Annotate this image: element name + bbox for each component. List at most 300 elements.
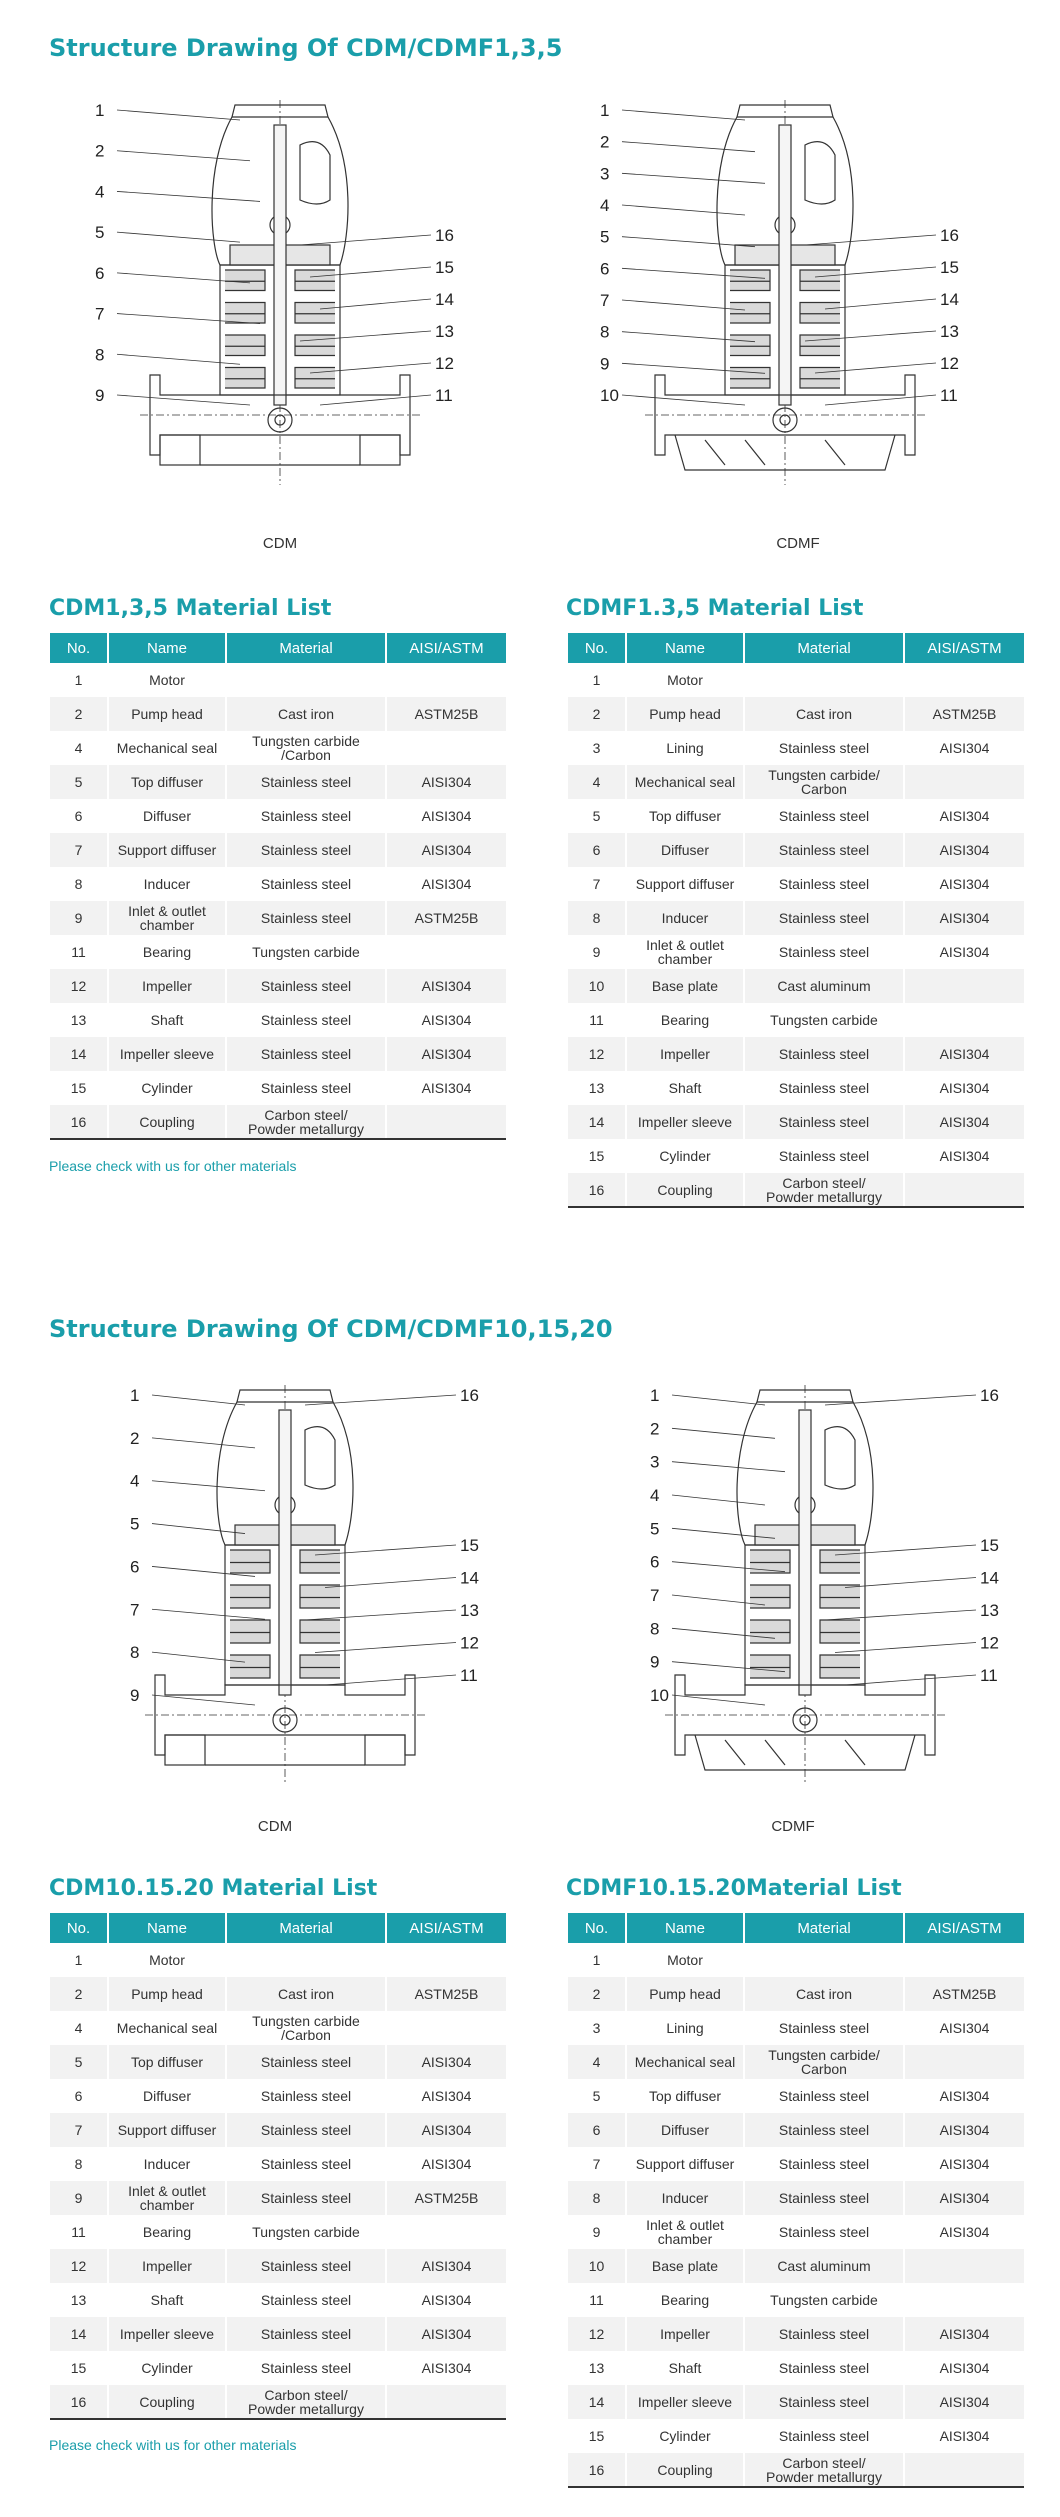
table-cell: ASTM25B bbox=[386, 901, 506, 935]
table-cell: Stainless steel bbox=[744, 1139, 904, 1173]
table-cell: Stainless steel bbox=[744, 2317, 904, 2351]
table-cell: Cylinder bbox=[626, 1139, 744, 1173]
table-cell: 8 bbox=[50, 867, 108, 901]
table-cell: Stainless steel bbox=[226, 1003, 386, 1037]
table-cell: Inducer bbox=[108, 867, 226, 901]
table-cell: AISI304 bbox=[939, 2360, 990, 2376]
table-row bbox=[50, 697, 506, 731]
column-header: Material bbox=[226, 1913, 386, 1943]
table-cell: AISI304 bbox=[421, 2360, 472, 2376]
table-row bbox=[568, 833, 1024, 867]
table-cell: 1 bbox=[568, 1943, 626, 1977]
table-cell: Stainless steel bbox=[226, 2317, 386, 2351]
table-cell: 16 bbox=[50, 2385, 108, 2419]
table-cell: 8 bbox=[50, 2147, 108, 2181]
table-cell bbox=[904, 1173, 1024, 1207]
callout-label: 6 bbox=[130, 1557, 140, 1577]
drawing-caption: CDM bbox=[262, 535, 298, 552]
table-cell: Impeller sleeve bbox=[108, 2317, 226, 2351]
table-cell bbox=[386, 935, 506, 969]
table-header-row bbox=[568, 1913, 1024, 1943]
table-cell: 11 bbox=[50, 935, 108, 969]
table-cell: Inducer bbox=[108, 2147, 226, 2181]
table-row bbox=[50, 2113, 506, 2147]
table-row bbox=[568, 935, 1024, 969]
callout-label: 9 bbox=[650, 1652, 660, 1672]
table-cell: AISI304 bbox=[904, 2113, 1024, 2147]
table-cell: Bearing bbox=[626, 1003, 744, 1037]
table-cell: Top diffuser bbox=[626, 2079, 744, 2113]
callout-label: 9 bbox=[600, 354, 610, 374]
callout-label: 9 bbox=[95, 386, 105, 405]
callout-label: 6 bbox=[600, 259, 610, 279]
table-cell: Inlet & outlet chamber bbox=[108, 901, 226, 935]
table-cell bbox=[904, 2283, 1024, 2317]
table-cell: Stainless steel bbox=[226, 969, 386, 1003]
table-cell: AISI304 bbox=[939, 2428, 990, 2444]
table-cell: Coupling bbox=[626, 2453, 744, 2487]
table-cell: Stainless steel bbox=[744, 2011, 904, 2045]
table-cell: Carbon steel/ Powder metallurgy bbox=[744, 2453, 904, 2487]
callout-label: 14 bbox=[435, 290, 454, 309]
table-row bbox=[50, 867, 506, 901]
table-cell: 2 bbox=[568, 1977, 626, 2011]
table-cell: Stainless steel bbox=[744, 799, 904, 833]
table-cell: 14 bbox=[568, 2385, 626, 2419]
material-list-title: CDMF1.3,5 Material List bbox=[566, 596, 864, 621]
callout-label: 13 bbox=[980, 1601, 999, 1620]
table-row bbox=[568, 2147, 1024, 2181]
table-cell: Carbon steel/ Powder metallurgy bbox=[744, 1173, 904, 1207]
table-cell: Tungsten carbide bbox=[226, 2215, 386, 2249]
callout-label: 4 bbox=[130, 1471, 140, 1491]
table-cell: 12 bbox=[568, 2317, 626, 2351]
table-cell: 6 bbox=[568, 833, 626, 867]
table-cell: 13 bbox=[50, 1003, 108, 1037]
table-cell: Motor bbox=[626, 1943, 744, 1977]
table-cell: 14 bbox=[50, 1037, 108, 1071]
section-title-2: Structure Drawing Of CDM/CDMF10,15,20 bbox=[49, 1315, 613, 1343]
table-cell: 4 bbox=[50, 2011, 108, 2045]
callout-label: 15 bbox=[460, 1536, 479, 1555]
table-cell: Pump head bbox=[626, 1977, 744, 2011]
table-cell: 8 bbox=[568, 901, 626, 935]
table-cell: Cast iron bbox=[744, 697, 904, 731]
table-cell: 2 bbox=[50, 1977, 108, 2011]
table-cell: AISI304 bbox=[386, 2249, 506, 2283]
callout-label: 4 bbox=[650, 1486, 660, 1505]
callout-label: 15 bbox=[980, 1536, 999, 1555]
table-cell: AISI304 bbox=[421, 1080, 472, 1096]
table-cell: 5 bbox=[568, 799, 626, 833]
table-cell: Tungsten carbide /Carbon bbox=[226, 2011, 386, 2045]
table-cell: Stainless steel bbox=[226, 2181, 386, 2215]
table-row bbox=[568, 2419, 1024, 2453]
table-cell: Inlet & outlet chamber bbox=[108, 2181, 226, 2215]
table-cell: Stainless steel bbox=[744, 2147, 904, 2181]
table-cell: Cylinder bbox=[108, 2351, 226, 2385]
table-cell bbox=[386, 1105, 506, 1139]
table-cell: Inducer bbox=[626, 901, 744, 935]
table-cell bbox=[226, 1943, 386, 1977]
column-header: Name bbox=[108, 1913, 226, 1943]
table-row bbox=[568, 1173, 1024, 1207]
table-cell: Cast iron bbox=[744, 1977, 904, 2011]
table-cell: 9 bbox=[568, 935, 626, 969]
table-cell: 11 bbox=[568, 2283, 626, 2317]
table-row bbox=[568, 1943, 1024, 1977]
table-cell: Stainless steel bbox=[226, 2283, 386, 2317]
table-cell: Impeller bbox=[108, 2249, 226, 2283]
callout-label: 6 bbox=[650, 1552, 660, 1572]
table-cell: AISI304 bbox=[939, 1080, 990, 1096]
column-header: Name bbox=[626, 1913, 744, 1943]
table-cell: Stainless steel bbox=[226, 901, 386, 935]
callout-label: 15 bbox=[435, 258, 454, 277]
table-cell: 10 bbox=[568, 969, 626, 1003]
callout-label: 2 bbox=[650, 1419, 660, 1439]
table-cell: Mechanical seal bbox=[108, 731, 226, 765]
table-cell: Coupling bbox=[108, 1105, 226, 1139]
column-header: AISI/ASTM bbox=[904, 1913, 1024, 1943]
table-cell: 7 bbox=[50, 2113, 108, 2147]
table-cell: Mechanical seal bbox=[626, 2045, 744, 2079]
table-row bbox=[568, 1037, 1024, 1071]
table-cell: Shaft bbox=[108, 2283, 226, 2317]
table-cell: AISI304 bbox=[421, 2292, 472, 2308]
table-cell bbox=[904, 2249, 1024, 2283]
table-cell: Impeller sleeve bbox=[626, 1105, 744, 1139]
column-header: No. bbox=[50, 1913, 108, 1943]
table-cell: 12 bbox=[568, 1037, 626, 1071]
materials-note: Please check with us for other materials bbox=[49, 2437, 297, 2453]
table-row bbox=[50, 935, 506, 969]
materials-note: Please check with us for other materials bbox=[49, 1158, 297, 1174]
table-cell: Stainless steel bbox=[744, 867, 904, 901]
table-cell: AISI304 bbox=[904, 1105, 1024, 1139]
table-cell: Diffuser bbox=[626, 2113, 744, 2147]
table-cell: 15 bbox=[568, 2419, 626, 2453]
table-cell: Inlet & outlet chamber bbox=[626, 2215, 744, 2249]
table-cell: AISI304 bbox=[386, 969, 506, 1003]
table-cell: 4 bbox=[568, 765, 626, 799]
callout-label: 9 bbox=[130, 1686, 140, 1705]
table-cell: Top diffuser bbox=[626, 799, 744, 833]
table-cell bbox=[904, 663, 1024, 697]
column-header: No. bbox=[568, 633, 626, 663]
table-cell: Tungsten carbide/ Carbon bbox=[744, 765, 904, 799]
table-cell: Stainless steel bbox=[744, 833, 904, 867]
table-row bbox=[50, 1943, 506, 1977]
table-cell: Stainless steel bbox=[744, 2215, 904, 2249]
table-cell: 12 bbox=[50, 2249, 108, 2283]
table-cell: 15 bbox=[568, 1139, 626, 1173]
table-row bbox=[50, 2045, 506, 2079]
table-cell: Mechanical seal bbox=[626, 765, 744, 799]
callout-label: 16 bbox=[980, 1386, 999, 1405]
table-cell: Cast aluminum bbox=[744, 2249, 904, 2283]
table-row bbox=[50, 2249, 506, 2283]
table-cell: 7 bbox=[568, 867, 626, 901]
table-row bbox=[50, 1977, 506, 2011]
table-row bbox=[50, 2351, 506, 2385]
material-table bbox=[50, 1913, 506, 2420]
table-row bbox=[568, 2249, 1024, 2283]
table-cell: AISI304 bbox=[421, 1012, 472, 1028]
material-table bbox=[568, 1913, 1024, 2488]
cdm-135-drawing bbox=[95, 95, 475, 525]
table-cell: 6 bbox=[568, 2113, 626, 2147]
table-cell: Stainless steel bbox=[744, 2419, 904, 2453]
table-cell: Mechanical seal bbox=[108, 2011, 226, 2045]
table-row bbox=[50, 2181, 506, 2215]
table-cell: Stainless steel bbox=[226, 765, 386, 799]
column-header: AISI/ASTM bbox=[386, 633, 506, 663]
callout-label: 14 bbox=[940, 290, 959, 309]
table-cell: Stainless steel bbox=[744, 2385, 904, 2419]
callout-label: 8 bbox=[600, 322, 610, 342]
table-cell bbox=[386, 663, 506, 697]
table-cell: AISI304 bbox=[421, 808, 472, 824]
callout-label: 11 bbox=[460, 1666, 478, 1685]
table-cell bbox=[226, 663, 386, 697]
table-cell: Tungsten carbide /Carbon bbox=[226, 731, 386, 765]
table-row bbox=[50, 2011, 506, 2045]
column-header: Material bbox=[744, 633, 904, 663]
table-cell: Inlet & outlet chamber bbox=[626, 935, 744, 969]
callout-label: 6 bbox=[95, 263, 105, 283]
table-cell: Pump head bbox=[108, 697, 226, 731]
table-row bbox=[50, 1071, 506, 1105]
table-row bbox=[568, 2283, 1024, 2317]
callout-label: 12 bbox=[435, 354, 454, 373]
table-cell: AISI304 bbox=[421, 2088, 472, 2104]
callout-label: 1 bbox=[130, 1386, 140, 1405]
table-row bbox=[50, 1105, 506, 1139]
table-row bbox=[568, 2181, 1024, 2215]
callout-label: 8 bbox=[95, 345, 105, 365]
table-row bbox=[568, 867, 1024, 901]
table-cell: AISI304 bbox=[939, 740, 990, 756]
table-cell: Top diffuser bbox=[108, 2045, 226, 2079]
table-cell: Shaft bbox=[626, 2351, 744, 2385]
table-cell: 8 bbox=[568, 2181, 626, 2215]
table-cell: 1 bbox=[568, 663, 626, 697]
material-table bbox=[568, 633, 1024, 1208]
callout-label: 4 bbox=[600, 196, 610, 215]
material-list-title: CDM10.15.20 Material List bbox=[49, 1876, 378, 1901]
table-cell: AISI304 bbox=[386, 2113, 506, 2147]
table-cell: ASTM25B bbox=[904, 1977, 1024, 2011]
table-cell: 14 bbox=[568, 1105, 626, 1139]
table-cell: AISI304 bbox=[904, 901, 1024, 935]
table-cell: 3 bbox=[568, 731, 626, 765]
callout-label: 11 bbox=[940, 386, 958, 405]
table-row bbox=[568, 1977, 1024, 2011]
table-cell: AISI304 bbox=[939, 1148, 990, 1164]
table-cell: 6 bbox=[50, 799, 108, 833]
table-row bbox=[568, 1071, 1024, 1105]
section-title-1: Structure Drawing Of CDM/CDMF1,3,5 bbox=[49, 34, 563, 62]
table-row bbox=[50, 765, 506, 799]
table-cell: Impeller sleeve bbox=[108, 1037, 226, 1071]
table-header-row bbox=[50, 1913, 506, 1943]
table-row bbox=[568, 901, 1024, 935]
table-cell: Stainless steel bbox=[744, 731, 904, 765]
table-cell bbox=[744, 1943, 904, 1977]
material-table bbox=[50, 633, 506, 1140]
table-cell: 7 bbox=[568, 2147, 626, 2181]
table-cell: Stainless steel bbox=[226, 833, 386, 867]
callout-label: 12 bbox=[940, 354, 959, 373]
callout-label: 16 bbox=[435, 226, 454, 245]
table-cell: 13 bbox=[50, 2283, 108, 2317]
table-cell: Stainless steel bbox=[744, 2181, 904, 2215]
table-cell: Lining bbox=[626, 731, 744, 765]
table-cell: 2 bbox=[50, 697, 108, 731]
table-row bbox=[568, 2351, 1024, 2385]
table-cell bbox=[904, 2453, 1024, 2487]
callout-label: 2 bbox=[600, 132, 610, 152]
table-cell: Stainless steel bbox=[744, 2351, 904, 2385]
table-row bbox=[50, 1037, 506, 1071]
column-header: Name bbox=[108, 633, 226, 663]
table-row bbox=[50, 2385, 506, 2419]
table-cell: AISI304 bbox=[939, 2088, 990, 2104]
table-cell: Pump head bbox=[626, 697, 744, 731]
table-cell: Shaft bbox=[626, 1071, 744, 1105]
table-cell: Stainless steel bbox=[226, 2113, 386, 2147]
table-cell bbox=[904, 969, 1024, 1003]
table-cell: Stainless steel bbox=[744, 935, 904, 969]
table-cell: Tungsten carbide bbox=[226, 935, 386, 969]
table-cell: Stainless steel bbox=[226, 2249, 386, 2283]
callout-label: 12 bbox=[460, 1633, 479, 1653]
material-list-title: CDM1,3,5 Material List bbox=[49, 596, 332, 621]
callout-label: 2 bbox=[95, 141, 105, 161]
callout-label: 13 bbox=[940, 322, 959, 341]
table-cell: Base plate bbox=[626, 2249, 744, 2283]
table-cell: AISI304 bbox=[421, 876, 472, 892]
table-cell: 1 bbox=[50, 1943, 108, 1977]
table-row bbox=[50, 663, 506, 697]
callout-label: 15 bbox=[940, 258, 959, 277]
callout-label: 7 bbox=[130, 1600, 140, 1620]
column-header: No. bbox=[568, 1913, 626, 1943]
table-cell: AISI304 bbox=[939, 944, 990, 960]
callout-label: 16 bbox=[460, 1386, 479, 1405]
callout-label: 7 bbox=[650, 1586, 660, 1605]
table-cell: Stainless steel bbox=[226, 1071, 386, 1105]
table-cell: 4 bbox=[568, 2045, 626, 2079]
table-cell bbox=[904, 1003, 1024, 1037]
table-cell: Stainless steel bbox=[226, 1037, 386, 1071]
table-cell: Stainless steel bbox=[744, 2079, 904, 2113]
table-cell: AISI304 bbox=[386, 2045, 506, 2079]
table-cell: 11 bbox=[50, 2215, 108, 2249]
table-cell: 11 bbox=[568, 1003, 626, 1037]
table-cell: 6 bbox=[50, 2079, 108, 2113]
callout-label: 1 bbox=[95, 101, 105, 120]
table-row bbox=[50, 2283, 506, 2317]
table-cell: AISI304 bbox=[386, 1037, 506, 1071]
callout-label: 1 bbox=[600, 101, 610, 120]
callout-label: 7 bbox=[600, 291, 610, 310]
table-cell: AISI304 bbox=[939, 2020, 990, 2036]
table-row bbox=[50, 969, 506, 1003]
table-cell: Cast iron bbox=[226, 1977, 386, 2011]
table-cell: Bearing bbox=[108, 2215, 226, 2249]
material-list-title: CDMF10.15.20Material List bbox=[566, 1876, 902, 1901]
table-cell: Stainless steel bbox=[226, 2045, 386, 2079]
table-row bbox=[568, 1003, 1024, 1037]
table-cell: AISI304 bbox=[904, 1037, 1024, 1071]
table-row bbox=[568, 969, 1024, 1003]
callout-label: 8 bbox=[130, 1643, 140, 1663]
table-cell: Stainless steel bbox=[226, 2147, 386, 2181]
column-header: Material bbox=[226, 633, 386, 663]
callout-label: 3 bbox=[600, 164, 610, 184]
column-header: AISI/ASTM bbox=[386, 1913, 506, 1943]
callout-label: 10 bbox=[650, 1686, 669, 1705]
table-row bbox=[50, 833, 506, 867]
table-cell: Cast aluminum bbox=[744, 969, 904, 1003]
table-cell: Top diffuser bbox=[108, 765, 226, 799]
table-cell: 7 bbox=[50, 833, 108, 867]
table-cell: Stainless steel bbox=[744, 1105, 904, 1139]
table-cell: AISI304 bbox=[904, 2385, 1024, 2419]
table-cell: 10 bbox=[568, 2249, 626, 2283]
table-cell: AISI304 bbox=[939, 2224, 990, 2240]
callout-label: 2 bbox=[130, 1428, 140, 1448]
table-cell: 14 bbox=[50, 2317, 108, 2351]
table-cell: 9 bbox=[50, 2181, 108, 2215]
table-cell: 15 bbox=[50, 2351, 108, 2385]
table-cell: Tungsten carbide bbox=[744, 2283, 904, 2317]
callout-label: 3 bbox=[650, 1452, 660, 1472]
table-row bbox=[568, 663, 1024, 697]
table-cell: Stainless steel bbox=[744, 2113, 904, 2147]
callout-label: 12 bbox=[980, 1633, 999, 1653]
table-cell bbox=[744, 663, 904, 697]
table-cell: Impeller bbox=[626, 1037, 744, 1071]
table-cell: 13 bbox=[568, 2351, 626, 2385]
table-cell: Motor bbox=[626, 663, 744, 697]
table-cell: Motor bbox=[108, 1943, 226, 1977]
table-cell: 12 bbox=[50, 969, 108, 1003]
table-row bbox=[568, 2011, 1024, 2045]
table-cell: 16 bbox=[50, 1105, 108, 1139]
table-cell: Coupling bbox=[626, 1173, 744, 1207]
table-cell: 5 bbox=[50, 765, 108, 799]
table-cell: 9 bbox=[50, 901, 108, 935]
table-cell bbox=[904, 1943, 1024, 1977]
table-cell: Stainless steel bbox=[744, 901, 904, 935]
table-row bbox=[50, 799, 506, 833]
table-cell: Bearing bbox=[626, 2283, 744, 2317]
table-row bbox=[568, 2045, 1024, 2079]
table-cell: Impeller bbox=[626, 2317, 744, 2351]
callout-label: 4 bbox=[95, 182, 105, 202]
table-row bbox=[50, 2147, 506, 2181]
callout-label: 11 bbox=[435, 386, 453, 405]
table-row bbox=[50, 1003, 506, 1037]
table-cell: Stainless steel bbox=[744, 1071, 904, 1105]
table-cell: ASTM25B bbox=[904, 697, 1024, 731]
table-row bbox=[50, 901, 506, 935]
table-cell: Inducer bbox=[626, 2181, 744, 2215]
table-cell: 13 bbox=[568, 1071, 626, 1105]
